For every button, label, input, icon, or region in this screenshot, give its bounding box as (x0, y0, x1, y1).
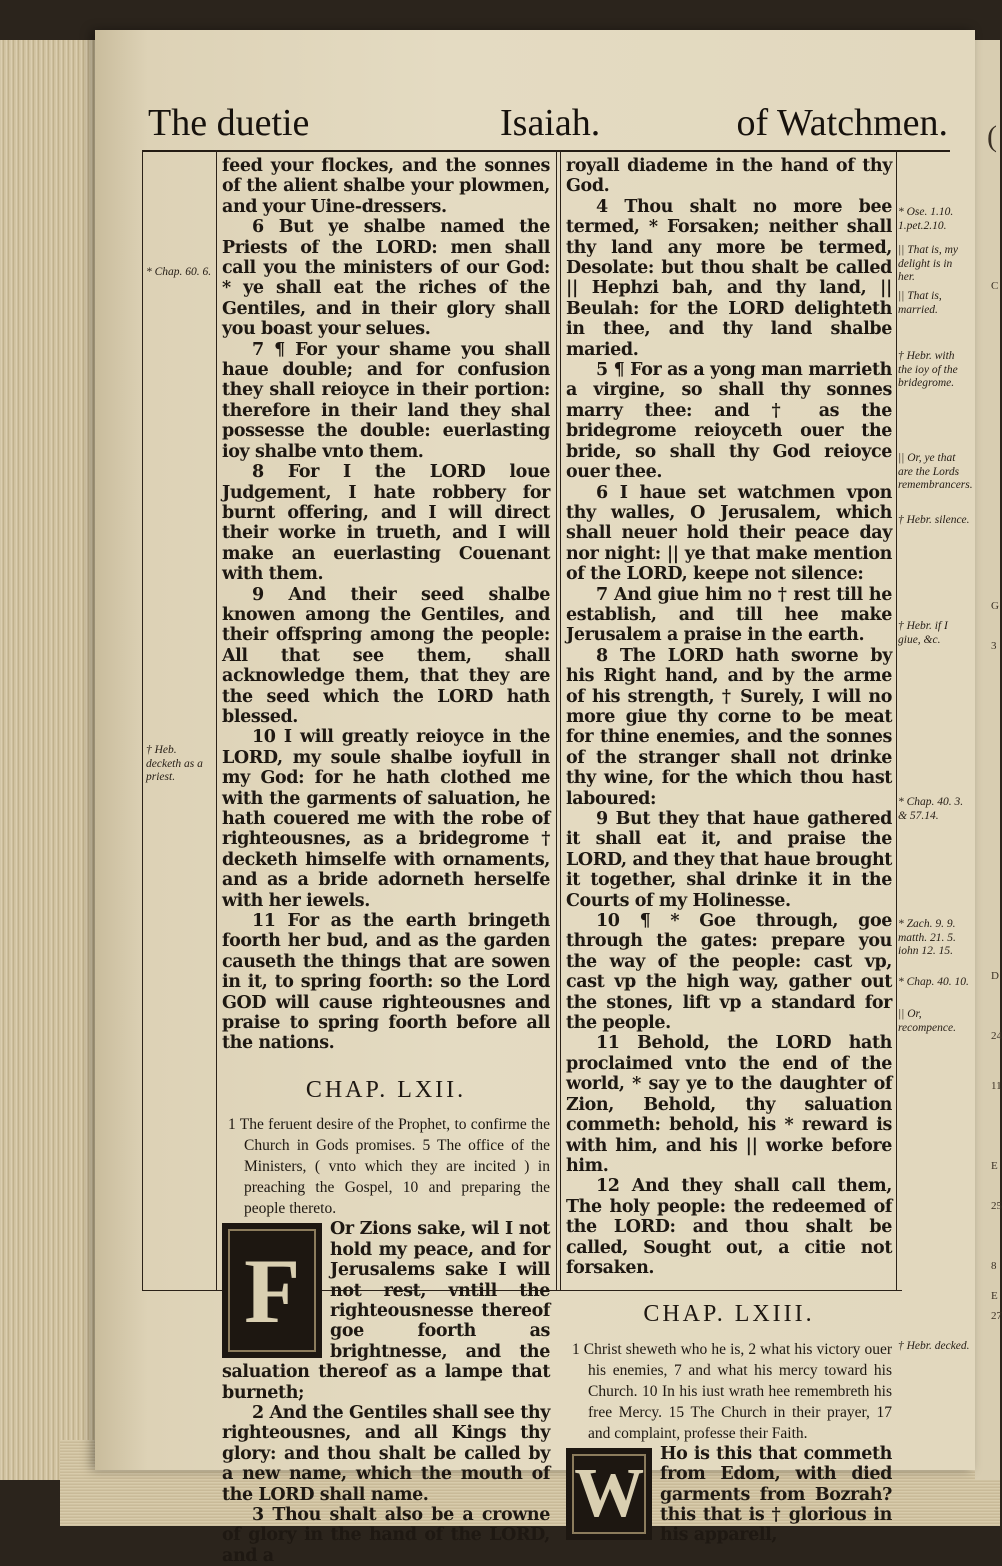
facing-page-fragment: D (991, 970, 999, 982)
verse: royall diademe in the hand of thy God. (566, 156, 892, 197)
margin-note: * Zach. 9. 9. matth. 21. 5. iohn 12. 15. (898, 918, 956, 957)
chapter-heading: CHAP. LXII. (305, 1076, 467, 1103)
margin-note: † Hebr. with the ioy of the bridegrome. (898, 350, 958, 389)
chapter-summary: 1 The feruent desire of the Prophet, to confirme the Church in Gods promises. 5 The office of the Ministers, ( vnto which they are incited ) in preaching the Gospel, 10 and preparing the people thereto. (228, 1116, 550, 1218)
facing-page-fragment: 11 (991, 1080, 1002, 1092)
facing-page-fragment: 25 (991, 1200, 1002, 1212)
margin-note: * Chap. 60. 6. (146, 266, 212, 278)
verse: 11 For as the earth bringeth foorth her bud, and as the garden causeth the things that are sowen in it, to spring foorth: so the Lord GOD will cause righteousnes and praise to spring foorth before all the nations. (222, 911, 550, 1054)
running-header (148, 98, 948, 148)
facing-page-fragment: 24 (991, 1030, 1002, 1042)
margin-note: || That is, my delight is in her. (898, 244, 958, 283)
margin-note: * Chap. 40. 10. (898, 976, 969, 988)
margin-note: || Or, ye that are the Lords remembrancers. (898, 452, 973, 491)
chapter-heading: CHAP. LXIII. (643, 1301, 815, 1328)
margin-note: † Hebr. if I giue, &c. (898, 620, 948, 646)
verse: 6 I haue set watchmen vpon thy walles, O Jerusalem, which shall neuer hold their peace day nor night: || ye that make mention of the LORD, keepe not silence: (566, 482, 892, 585)
right-text-column (566, 156, 892, 1546)
frame-left-rule (142, 150, 143, 1290)
left-margin-rule (216, 150, 217, 1290)
initial-letter: W (574, 1454, 644, 1532)
header-rule (142, 150, 950, 152)
margin-note: * Chap. 40. 3. & 57.14. (898, 796, 964, 822)
verse: 7 And giue him no † rest till he establish, and till hee make Jerusalem a praise in the earth. (566, 584, 892, 646)
verse: feed your flockes, and the sonnes of the alient shalbe your plowmen, and your Uine-dressers. (222, 156, 550, 217)
chapter-opening-verse: Or Zions sake, wil I not hold my peace, and for Jerusalems sake I will not rest, vntill the righteousnesse thereof goe foorth as brightnesse, and the saluation thereof as a lampe that burneth; (222, 1219, 550, 1403)
verse: 4 Thou shalt no more bee termed, * Forsaken; neither shall thy land any more be termed, Desolate: but thou shalt be called || Hephzi bah, and thy land, || Beulah: for the LORD delighteth in thee, and thy land shalbe maried. (566, 196, 892, 360)
verse: 3 Thou shalt also be a crowne of glory in the hand of the LORD, and a (222, 1504, 550, 1566)
verse: 11 Behold, the LORD hath proclaimed vnto the end of the world, * say ye to the daughter of Zion, Behold, thy saluation commeth: behold, his * reward is with him, and his || worke before him. (566, 1033, 892, 1176)
margin-note: || Or, recompence. (898, 1008, 956, 1034)
verse: 8 For I the LORD loue Judgement, I hate robbery for burnt offering, and I will direct their worke in trueth, and I will make an euerlasting Couenant with them. (222, 462, 550, 585)
verse: 12 And they shall call them, The holy people: the redeemed of the LORD: and thou shalt be called, Sought out, a citie not forsaken. (566, 1176, 892, 1278)
facing-page-fragment: E (991, 1290, 998, 1302)
facing-page (975, 40, 1000, 1480)
verse: 6 But ye shalbe named the Priests of the LORD: men shall call you the ministers of our God: * ye shall eat the riches of the Gentiles, and in their glory shall you boast your selues. (222, 217, 550, 340)
margin-note: || That is, married. (898, 290, 942, 316)
verse: 2 And the Gentiles shall see thy righteousnes, and all Kings thy glory: and thou shalt be called by a new name, which the mouth of the LORD shall name. (222, 1402, 550, 1505)
facing-page-fragment: G (991, 600, 999, 612)
verse: 5 ¶ For as a yong man marrieth a virgine, so shall thy sonnes marry thee: and † as the bridegrome reioyceth ouer the bride, so shall thy God reioyce ouer thee. (566, 360, 892, 483)
verse: 7 ¶ For your shame you shall haue double; and for confusion they shall reioyce in their portion: therefore in their land they shal possesse the double: euerlasting ioy shalbe vnto them. (222, 339, 550, 462)
facing-page-fragment: E (991, 1160, 998, 1172)
column-right-rule (560, 150, 561, 1290)
facing-page-fragment: 27 (991, 1310, 1002, 1322)
chapter-summary: 1 Christ sheweth who he is, 2 what his victory ouer his enemies, 7 and what his mercy toward his Church. 10 In his iust wrath hee remembreth his free Mercy. 15 The Church in their prayer, 17 and complaint, professe their Faith. (572, 1340, 892, 1442)
left-text-column (222, 156, 550, 1566)
verse: 10 I will greatly reioyce in the LORD, my soule shalbe ioyfull in my God: for he hath clothed me with the garments of saluation, he hath couered me with the robe of righteousnes, as a bridegrome † decketh himselfe with ornaments, and as a bride adorneth herselfe with her iewels. (222, 727, 550, 911)
header-right: of Watchmen. (736, 102, 948, 144)
column-left-rule (556, 150, 557, 1290)
verse: 9 But they that haue gathered it shall eat it, and praise the LORD, and they that haue brought it together, shal drinke it in the Courts of my Holinesse. (566, 809, 892, 911)
header-book-title: Isaiah. (500, 102, 601, 144)
margin-note: † Hebr. silence. (898, 514, 970, 526)
facing-page-fragment: ( (987, 120, 997, 153)
facing-page-fragment: 8 (991, 1260, 997, 1272)
margin-note: * Ose. 1.10. 1.pet.2.10. (898, 206, 954, 232)
header-left: The duetie (148, 102, 310, 144)
facing-page-fragment: C (991, 280, 999, 292)
decorated-initial (566, 1448, 652, 1540)
verse: 8 The LORD hath sworne by his Right hand, and by the arme of his strength, † Surely, I will no more giue thy corne to be meat for thine enemies, and the sonnes of the stranger shall not drinke thy wine, for the which thou hast laboured: (566, 645, 892, 809)
chapter-opening-verse: Ho is this that commeth from Edom, with died garments from Bozrah? this that is † glorious in his apparell, (660, 1443, 892, 1546)
verse: 10 ¶ * Goe through, goe through the gates: prepare you the way of the people: cast vp, cast vp the high way, gather out the stones, lift vp a standard for the people. (566, 911, 892, 1034)
decorated-initial (222, 1223, 322, 1358)
margin-note: † Hebr. decked. (898, 1340, 970, 1352)
initial-letter: F (244, 1240, 300, 1343)
right-margin-rule (896, 150, 897, 1290)
margin-note: † Heb. decketh as a priest. (146, 744, 203, 783)
facing-page-fragment: 3 (991, 640, 997, 652)
verse: 9 And their seed shalbe knowen among the Gentiles, and their offspring among the people: All that see them, shall acknowledge them, that they are the seed which the LORD hath blessed. (222, 584, 550, 727)
